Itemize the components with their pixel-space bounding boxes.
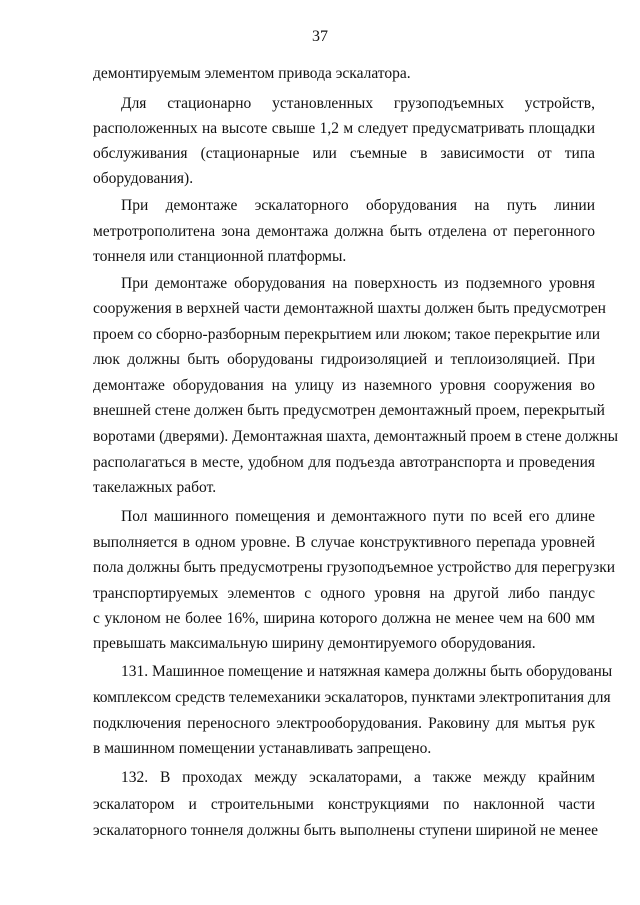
text-line: пола должны быть предусмотрены грузоподъемное устройство для перегрузки [93,559,616,576]
text-line: подключения переносного электрооборудования. Раковину для мытья рук [93,715,595,732]
text-line: Пол машинного помещения и демонтажного пути по всей его длине [121,508,595,525]
text-line: При демонтаже эскалаторного оборудования на путь линии [121,197,595,214]
text-line: выполняется в одном уровне. В случае конструктивного перепада уровней [93,534,595,551]
text-line: люк должны быть оборудованы гидроизоляцией и теплоизоляцией. При [93,351,595,368]
text-line: воротами (дверями). Демонтажная шахта, демонтажный проем в стене должны [93,428,619,445]
text-line: эскалатором и строительными конструкциями по наклонной части [93,796,595,813]
text-line: 131. Машинное помещение и натяжная камера должны быть оборудованы [121,663,613,680]
text-line: демонтаже оборудования на улицу из наземного уровня сооружения во [93,377,595,394]
text-line: транспортируемых элементов с одного уровня на другой либо пандус [93,585,595,602]
text-line: такелажных работ. [93,479,217,496]
text-line: с уклоном не более 16%, ширина которого должна не менее чем на 600 мм [93,610,595,627]
text-line: При демонтаже оборудования на поверхность из подземного уровня [121,275,595,292]
text-line: обслуживания (стационарные или съемные в зависимости от типа [93,145,595,162]
text-line: Для стационарно установленных грузоподъемных устройств, [121,95,595,112]
text-line: тоннеля или станционной платформы. [93,248,347,265]
text-line: комплексом средств телемеханики эскалаторов, пунктами электропитания для [93,689,611,706]
page-number: 37 [312,28,328,45]
text-line: оборудования). [93,170,194,187]
text-line: располагаться в месте, удобном для подъезда автотранспорта и проведения [93,454,595,471]
text-line: расположенных на высоте свыше 1,2 м следует предусматривать площадки [93,120,595,137]
text-line: проем со сборно-разборным перекрытием или люком; такое перекрытие или [93,326,601,343]
text-line: превышать максимальную ширину демонтируемого оборудования. [93,635,536,652]
text-line: сооружения в верхней части демонтажной шахты должен быть предусмотрен [93,300,606,317]
text-line: внешней стене должен быть предусмотрен демонтажный проем, перекрытый [93,402,605,419]
text-line: метротрополитена зона демонтажа должна быть отделена от перегонного [93,223,595,240]
text-line: 132. В проходах между эскалаторами, а также между крайним [121,769,595,786]
text-line: в машинном помещении устанавливать запрещено. [93,740,432,757]
text-line: эскалаторного тоннеля должны быть выполнены ступени шириной не менее [93,822,598,839]
text-line: демонтируемым элементом привода эскалатора. [93,65,411,82]
